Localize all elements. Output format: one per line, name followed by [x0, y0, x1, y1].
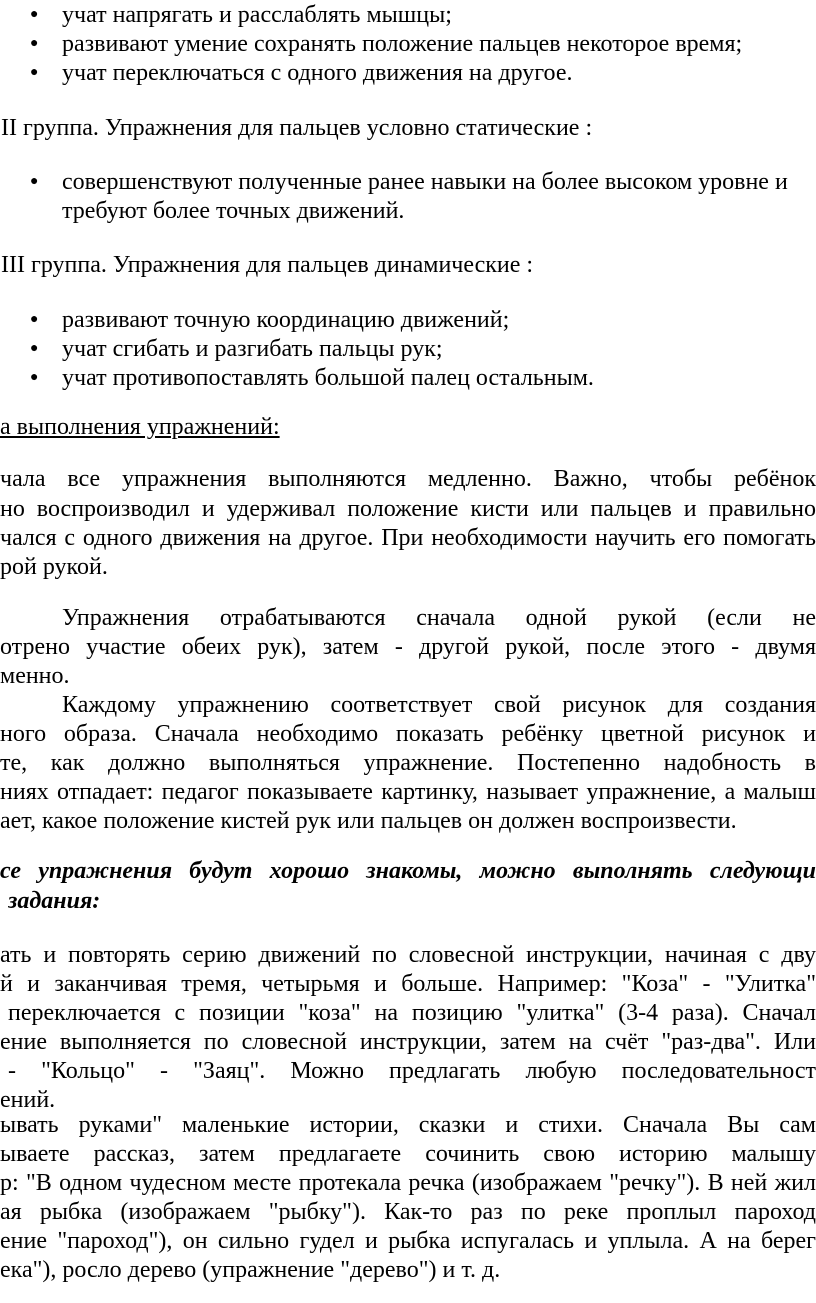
paragraph-line: Каждому упражнению соответствует свой рисунок для создания	[62, 692, 816, 718]
bullet-dot: ●	[30, 341, 39, 356]
paragraph-line: ение "пароход"), он сильно гудел и рыбка испугалась и уплыла. А на берег	[0, 1228, 816, 1254]
paragraph-line: чался с одного движения на другое. При необходимости научить его помогать	[0, 525, 816, 551]
list-item: учат противопоставлять большой палец остальным.	[62, 365, 594, 391]
list-item: учат переключаться с одного движения на другое.	[62, 60, 573, 86]
paragraph-line: ека"), росло дерево (упражнение "дерево") и т. д.	[0, 1257, 501, 1283]
paragraph-line: ений.	[0, 1087, 56, 1113]
method-heading-text: а выполнения упражнений:	[0, 414, 280, 440]
paragraph-line: рой рукой.	[0, 554, 108, 580]
paragraph-line: ает, какое положение кистей рук или пальцев он должен воспроизвести.	[0, 808, 737, 834]
bullet-dot: ●	[30, 312, 39, 327]
group-2-heading: II группа. Упражнения для пальцев условно статические :	[1, 115, 593, 141]
bullet-dot: ●	[30, 174, 39, 189]
list-item: совершенствуют полученные ранее навыки на более высоком уровне и	[62, 169, 788, 195]
bullet-dot: ●	[30, 370, 39, 385]
paragraph-line: но воспроизводил и удерживал положение кисти или пальцев и правильно	[0, 496, 816, 522]
method-heading	[0, 412, 816, 442]
bullet-dot: ●	[30, 36, 39, 51]
paragraph-line: ая рыбка (изображаем "рыбку"). Как-то раз по реке проплыл пароход	[0, 1199, 816, 1225]
paragraph-line: - "Кольцо" - "Заяц". Можно предлагать любую последовательност	[8, 1058, 816, 1084]
list-item: развивают точную координацию движений;	[62, 307, 510, 333]
paragraph-line: р: "В одном чудесном месте протекала речка (изображаем "речку"). В ней жил	[0, 1170, 816, 1196]
paragraph-line: ниях отпадает: педагог показываете картинку, называет упражнение, а малыш	[0, 779, 816, 805]
list-item: учат напрягать и расслаблять мышцы;	[62, 2, 452, 28]
paragraph-line: ать и повторять серию движений по словесной инструкции, начиная с дву	[0, 942, 816, 968]
group-3-heading: III группа. Упражнения для пальцев динамические :	[1, 252, 534, 278]
paragraph-line: менно.	[0, 663, 70, 689]
list-item-continuation: требуют более точных движений.	[62, 198, 405, 224]
list-item: развивают умение сохранять положение пальцев некоторое время;	[62, 31, 743, 57]
paragraph-line: отрено участие обеих рук), затем - другой рукой, после этого - двумя	[0, 634, 816, 660]
paragraph-line: ение выполняется по словесной инструкции, затем на счёт "раз-два". Или	[0, 1029, 816, 1055]
paragraph-line: чала все упражнения выполняются медленно. Важно, чтобы ребёнок	[0, 466, 816, 492]
paragraph-line: ываете рассказ, затем предлагаете сочинить свою историю малышу	[0, 1141, 816, 1167]
paragraph-line: ывать руками" маленькие истории, сказки и стихи. Сначала Вы сам	[0, 1112, 816, 1138]
paragraph-line: переключается с позиции "коза" на позицию "улитка" (3-4 раза). Сначал	[8, 1000, 816, 1026]
paragraph-line: й и заканчивая тремя, четырьмя и больше. Например: "Коза" - "Улитка"	[0, 971, 816, 997]
bullet-dot: ●	[30, 7, 39, 22]
list-item: учат сгибать и разгибать пальцы рук;	[62, 336, 443, 362]
bold-heading-line: задания:	[8, 888, 101, 914]
bullet-dot: ●	[30, 65, 39, 80]
paragraph-line: Упражнения отрабатываются сначала одной рукой (если не	[62, 605, 816, 631]
bold-heading-line: се упражнения будут хорошо знакомы, можно выполнять следующи	[0, 858, 816, 884]
paragraph-line: те, как должно выполняться упражнение. Постепенно надобность в	[0, 750, 816, 776]
paragraph-line: ного образа. Сначала необходимо показать ребёнку цветной рисунок и	[0, 721, 816, 747]
